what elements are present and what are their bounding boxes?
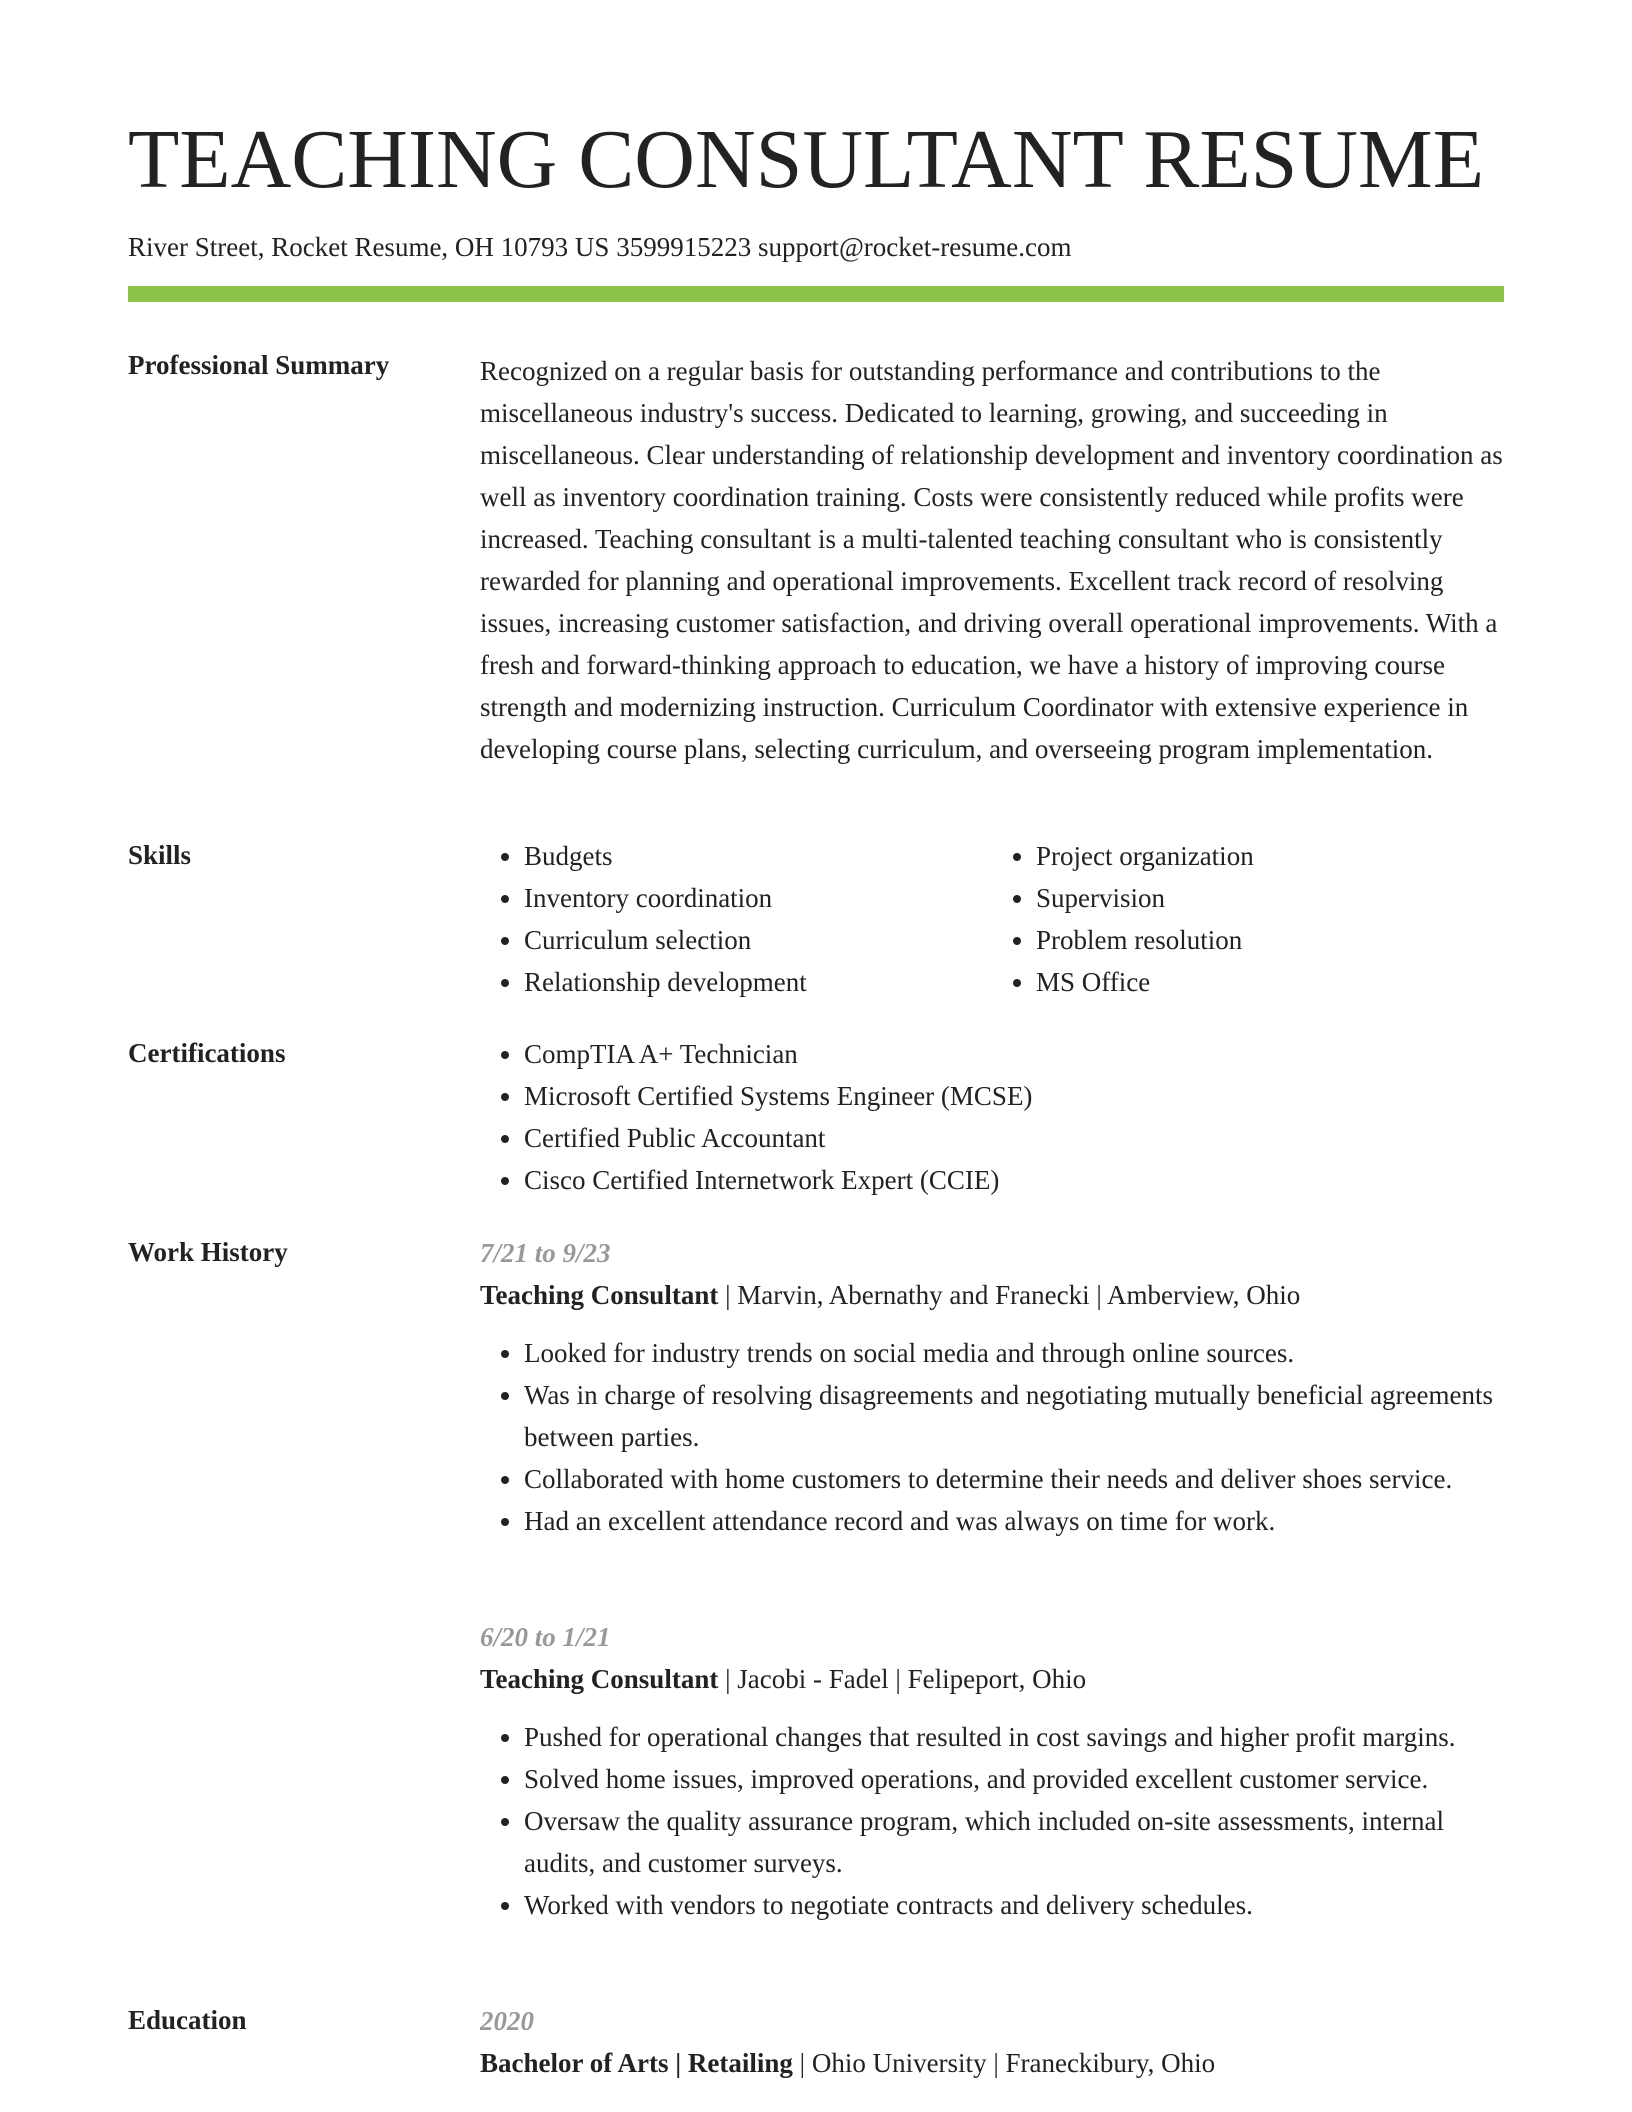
list-item: • Supervision <box>1036 877 1460 919</box>
certifications-list <box>480 1033 1504 1201</box>
job-role-line <box>480 1658 1504 1700</box>
job-title: Teaching Consultant <box>480 1280 719 1310</box>
education-year: 2020 <box>480 2006 534 2036</box>
certifications-heading: Certifications <box>128 1038 286 1068</box>
job-company-location: | Jacobi - Fadel | Felipeport, Ohio <box>718 1664 1087 1694</box>
education-degree: Bachelor of Arts | Retailing <box>480 2048 793 2078</box>
list-item: • Project organization <box>1036 835 1460 877</box>
job-entry <box>480 1232 1504 1542</box>
list-item: • Microsoft Certified Systems Engineer (MCSE) <box>524 1075 1504 1117</box>
list-item: • Pushed for operational changes that resulted in cost savings and higher profit margins. <box>524 1716 1504 1758</box>
list-item: • Worked with vendors to negotiate contracts and delivery schedules. <box>524 1884 1504 1926</box>
job-title: Teaching Consultant <box>480 1664 719 1694</box>
skills-list-right <box>992 835 1460 1003</box>
list-item: • Cisco Certified Internetwork Expert (CCIE) <box>524 1159 1504 1201</box>
resume-title: TEACHING CONSULTANT RESUME <box>128 113 1485 206</box>
skills-heading: Skills <box>128 840 192 870</box>
job-bullets <box>480 1716 1504 1926</box>
education-school-location: | Ohio University | Franeckibury, Ohio <box>792 2048 1216 2078</box>
certifications-section <box>480 1033 1504 1201</box>
list-item: • Inventory coordination <box>524 877 948 919</box>
education-entry <box>480 2000 1504 2084</box>
list-item: • Collaborated with home customers to determine their needs and deliver shoes service. <box>524 1458 1504 1500</box>
job-dates: 6/20 to 1/21 <box>480 1622 611 1652</box>
education-line <box>480 2042 1504 2084</box>
list-item: • Problem resolution <box>1036 919 1460 961</box>
list-item: • Looked for industry trends on social media and through online sources. <box>524 1332 1504 1374</box>
education-heading: Education <box>128 2005 247 2035</box>
job-entry <box>480 1616 1504 1926</box>
job-role-line <box>480 1274 1504 1316</box>
list-item: • CompTIA A+ Technician <box>524 1033 1504 1075</box>
summary-heading: Professional Summary <box>128 350 390 380</box>
list-item: • Had an excellent attendance record and was always on time for work. <box>524 1500 1504 1542</box>
list-item: • Budgets <box>524 835 948 877</box>
skills-list-left <box>480 835 948 1003</box>
list-item: • Solved home issues, improved operations, and provided excellent customer service. <box>524 1758 1504 1800</box>
job-dates: 7/21 to 9/23 <box>480 1238 611 1268</box>
job-bullets <box>480 1332 1504 1542</box>
header-divider <box>128 286 1504 302</box>
skills-section <box>480 835 1504 1003</box>
work-history-heading: Work History <box>128 1237 288 1267</box>
list-item: • Oversaw the quality assurance program, which included on-site assessments, internal audits, and customer surveys. <box>524 1800 1504 1884</box>
list-item: • Certified Public Accountant <box>524 1117 1504 1159</box>
list-item: • Relationship development <box>524 961 948 1003</box>
contact-line: River Street, Rocket Resume, OH 10793 US 3599915223 support@rocket-resume.com <box>128 232 1072 262</box>
job-company-location: | Marvin, Abernathy and Franecki | Amberview, Ohio <box>718 1280 1301 1310</box>
list-item: • MS Office <box>1036 961 1460 1003</box>
list-item: • Was in charge of resolving disagreements and negotiating mutually beneficial agreements between parties. <box>524 1374 1504 1458</box>
summary-text: Recognized on a regular basis for outstanding performance and contributions to the miscellaneous industry's success. Dedicated to learning, growing, and succeeding in miscellaneous. Clear understanding of relationship development and inventory coordination as well as inventory coordination training. Costs were consistently reduced while profits were increased. Teaching consultant is a multi-talented teaching consultant who is consistently rewarded for planning and operational improvements. Excellent track record of resolving issues, increasing customer satisfaction, and driving overall operational improvements. With a fresh and forward-thinking approach to education, we have a history of improving course strength and modernizing instruction. Curriculum Coordinator with extensive experience in developing course plans, selecting curriculum, and overseeing program implementation. <box>480 356 1503 764</box>
list-item: • Curriculum selection <box>524 919 948 961</box>
